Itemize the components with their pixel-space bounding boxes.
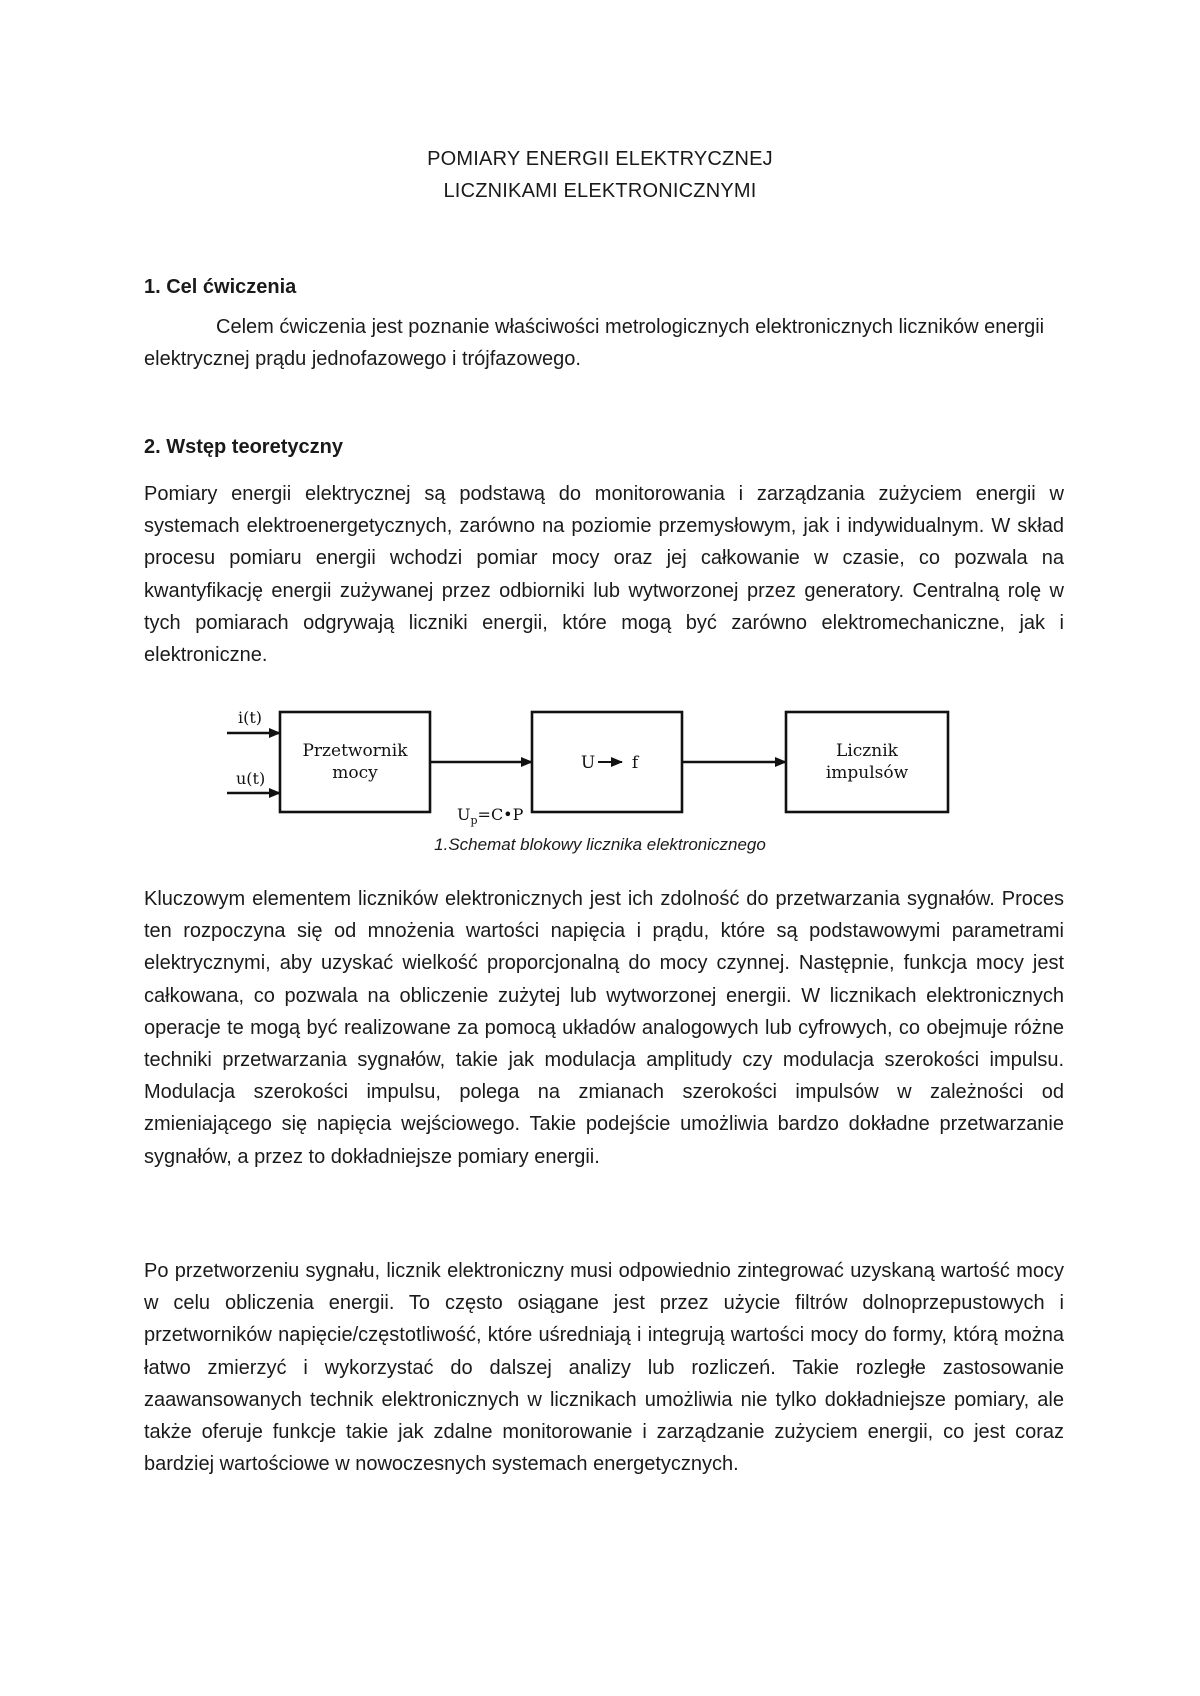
- power-converter-block: [280, 712, 430, 812]
- pulse-counter-block: [786, 712, 948, 812]
- block-diagram: [220, 700, 960, 850]
- power-converter-label-1: Przetwornik: [302, 741, 408, 761]
- voltage-frequency-left: U: [580, 753, 596, 773]
- section-heading-goal: 1. Cel ćwiczenia: [144, 276, 297, 298]
- paragraph-goal: Celem ćwiczenia jest poznanie właściwości metrologicznych elektronicznych liczników energii elektrycznej prądu jednofazowego i trójfazowego.: [144, 316, 1045, 371]
- signal-label-base: U: [457, 805, 471, 824]
- section-heading-theory: 2. Wstęp teoretyczny: [144, 436, 343, 458]
- paragraph-integration: Po przetworzeniu sygnału, licznik elektroniczny musi odpowiednio zintegrować uzyskaną wartość mocy w celu obliczenia energii. To często osiągane jest przez użycie filtrów dolnoprzepustowych i przetworników napięcie/częstotliwość, które uśredniają i integrują wartości mocy do formy, którą można łatwo zmierzyć i wykorzystać do dalszej analizy lub rozliczeń. Takie rozległe zastosowanie zaawansowanych technik elektronicznych w licznikach umożliwia nie tylko dokładniejsze pomiary, ale także oferuje funkcje takie jak zdalne monitorowanie i zarządzanie zużyciem energii, co jest coraz bardziej wartościowe w nowoczesnych systemach energetycznych.: [144, 1260, 1064, 1476]
- input-voltage-label: u(t): [236, 769, 266, 788]
- pulse-counter-label-2: impulsów: [825, 763, 909, 783]
- paragraph-signal-processing: Kluczowym elementem liczników elektronicznych jest ich zdolność do przetwarzania sygnałów. Proces ten rozpoczyna się od mnożenia wartości napięcia i prądu, które są podstawowymi parametrami elektrycznymi, aby uzyskać wielkość proporcjonalną do mocy czynnej. Następnie, funkcja mocy jest całkowana, co pozwala na obliczenie zużytej lub wytworzonej energii. W licznikach elektronicznych operacje te mogą być realizowane za pomocą układów analogowych lub cyfrowych, co obejmuje różne techniki przetwarzania sygnałów, takie jak modulacja amplitudy czy modulacja szerokości impulsu. Modulacja szerokości impulsu, polega na zmianach szerokości impulsów w zależności od zmieniającego się napięcia wejściowego. Takie podejście umożliwia bardzo dokładne przetwarzanie sygnałów, a przez to dokładniejsze pomiary energii.: [144, 888, 1064, 1168]
- input-current-label: i(t): [238, 708, 263, 727]
- document-title-line-1: POMIARY ENERGII ELEKTRYCZNEJ: [427, 148, 773, 170]
- document-title-line-2: LICZNIKAMI ELEKTRONICZNYMI: [443, 180, 757, 202]
- paragraph-intro: Pomiary energii elektrycznej są podstawą do monitorowania i zarządzania zużyciem energii w systemach elektroenergetycznych, zarówno na poziomie przemysłowym, jak i indywidualnym. W skład procesu pomiaru energii wchodzi pomiar mocy oraz jej całkowanie w czasie, co pozwala na kwantyfikację energii zużywanej przez odbiorniki lub wytworzonej przez generatory. Centralną rolę w tych pomiarach odgrywają liczniki energii, które mogą być zarówno elektromechaniczne, jak i elektroniczne.: [144, 483, 1064, 667]
- figure-caption: 1.Schemat blokowy licznika elektronicznego: [434, 835, 766, 854]
- pulse-counter-label-1: Licznik: [836, 741, 898, 761]
- signal-label-rest: =C•P: [477, 805, 524, 824]
- power-converter-label-2: mocy: [332, 763, 378, 783]
- voltage-frequency-right: f: [631, 753, 639, 773]
- signal-label-sub: p: [470, 814, 478, 827]
- signal-label: [457, 805, 524, 827]
